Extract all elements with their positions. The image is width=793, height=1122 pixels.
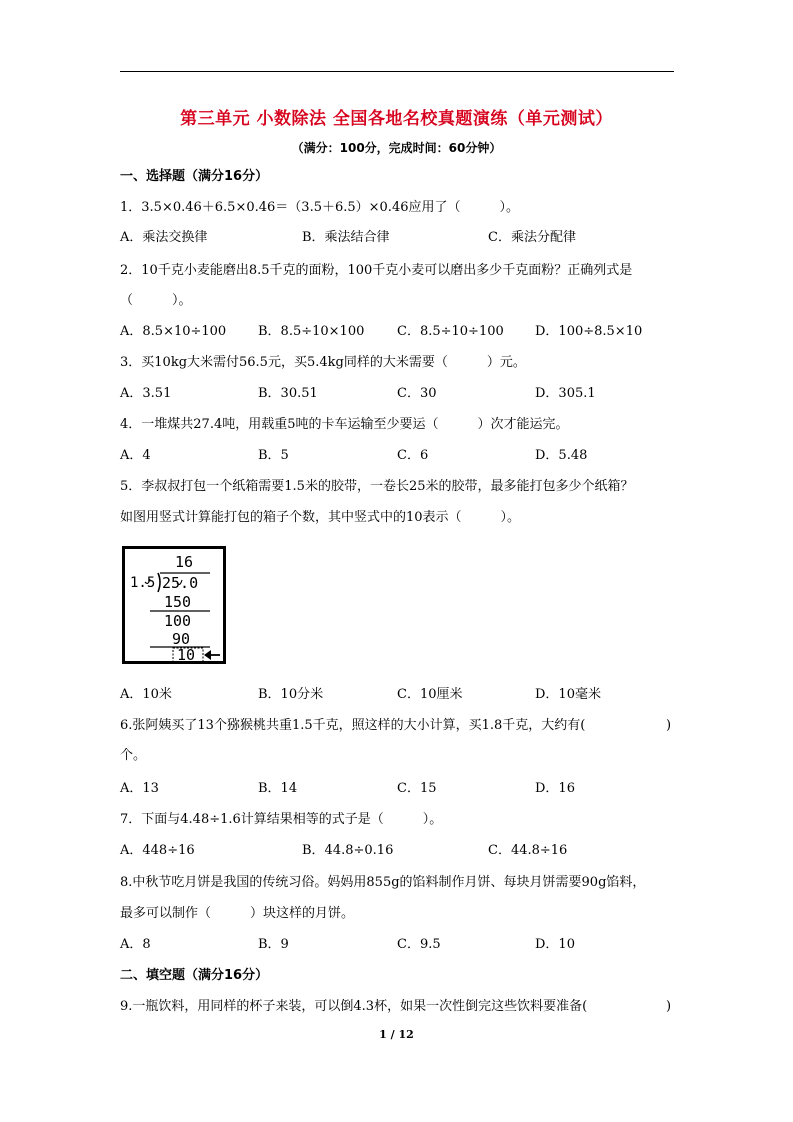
question-2-option-b: B．8.5÷10×100 <box>258 324 365 339</box>
question-4-option-c: C．6 <box>397 448 429 463</box>
question-3-option-b: B．30.51 <box>258 386 318 401</box>
question-3-option-c: C．30 <box>397 386 437 401</box>
question-6-option-d: D．16 <box>535 781 575 796</box>
page-subtitle: （满分：100分，完成时间：60分钟） <box>291 141 502 155</box>
question-6-stem-line2: 个。 <box>120 748 147 763</box>
quotient-text: 16 <box>175 553 194 571</box>
divisor-text: 1.5 <box>130 575 156 591</box>
question-8-stem-line1: 8.中秋节吃月饼是我国的传统习俗。妈妈用855g的馅料制作月饼、每块月饼需要90g馅料， <box>120 875 646 890</box>
question-6-option-b: B．14 <box>258 781 298 796</box>
question-6-blank-close: ) <box>666 718 672 733</box>
product-row-2: 90 <box>172 630 191 648</box>
question-2-stem-line1: 2．10千克小麦能磨出8.5千克的面粉，100千克小麦可以磨出多少千克面粉？正确列式是 <box>120 263 633 278</box>
question-2-option-d: D．100÷8.5×10 <box>535 324 643 339</box>
dividend-text: 25.0 <box>162 574 199 592</box>
question-8-option-b: B．9 <box>258 937 289 952</box>
long-division-figure <box>122 546 226 664</box>
question-3-option-a: A．3.51 <box>120 386 172 401</box>
question-4-option-b: B．5 <box>258 448 289 463</box>
question-1-option-c: C．乘法分配律 <box>488 230 576 245</box>
question-5-stem-line1: 5．李叔叔打包一个纸箱需要1.5米的胶带，一卷长25米的胶带，最多能打包多少个纸箱？ <box>120 479 634 494</box>
question-8-option-c: C．9.5 <box>397 937 441 952</box>
question-6-stem-line1: 6.张阿姨买了13个猕猴桃共重1.5千克，照这样的大小计算，买1.8千克，大约有( <box>120 718 586 733</box>
question-5-stem-line2: 如图用竖式计算能打包的箱子个数，其中竖式中的10表示（ ）。 <box>120 510 521 525</box>
question-1-option-b: B．乘法结合律 <box>302 230 390 245</box>
question-1-stem: 1．3.5×0.46＋6.5×0.46＝（3.5＋6.5）×0.46应用了（ ）。 <box>120 200 519 215</box>
question-3-option-d: D．305.1 <box>535 386 596 401</box>
question-8-stem-line2: 最多可以制作（ ）块这样的月饼。 <box>120 906 355 921</box>
header-rule <box>120 71 674 72</box>
question-9-blank-close: ) <box>666 999 672 1014</box>
section-heading-choice: 一、选择题（满分16分） <box>120 169 269 184</box>
question-6-option-c: C．15 <box>397 781 437 796</box>
question-2-option-c: C．8.5÷10÷100 <box>397 324 504 339</box>
question-2-option-a: A．8.5×10÷100 <box>120 324 227 339</box>
question-5-option-d: D．10毫米 <box>535 687 601 702</box>
question-8-option-d: D．10 <box>535 937 575 952</box>
page-number: 1 / 12 <box>379 1028 414 1041</box>
question-3-stem: 3．买10kg大米需付56.5元，买5.4kg同样的大米需要（ ）元。 <box>120 355 526 370</box>
question-5-option-b: B．10分米 <box>258 687 324 702</box>
question-5-option-c: C．10厘米 <box>397 687 463 702</box>
question-5-option-a: A．10米 <box>120 687 172 702</box>
question-7-option-b: B．44.8÷0.16 <box>302 843 394 858</box>
question-8-option-a: A．8 <box>120 937 151 952</box>
section-heading-fill-blank: 二、填空题（满分16分） <box>120 968 269 983</box>
product-row-1: 150 <box>164 593 192 611</box>
question-9-stem: 9.一瓶饮料，用同样的杯子来装，可以倒4.3杯，如果一次性倒完这些饮料要准备( <box>120 999 588 1014</box>
question-4-option-d: D．5.48 <box>535 448 588 463</box>
question-7-option-c: C．44.8÷16 <box>488 843 568 858</box>
question-4-stem: 4．一堆煤共27.4吨，用载重5吨的卡车运输至少要运（ ）次才能运完。 <box>120 417 569 432</box>
question-2-stem-line2: （ ）。 <box>120 293 192 308</box>
question-1-option-a: A．乘法交换律 <box>120 230 208 245</box>
question-6-option-a: A．13 <box>120 781 159 796</box>
question-4-option-a: A．4 <box>120 448 151 463</box>
remainder-row-1: 100 <box>164 612 192 630</box>
question-7-option-a: A．448÷16 <box>120 843 195 858</box>
page-title: 第三单元 小数除法 全国各地名校真题演练（单元测试） <box>180 109 613 129</box>
remainder-text: 10 <box>177 646 196 664</box>
question-7-stem: 7．下面与4.48÷1.6计算结果相等的式子是（ ）。 <box>120 812 443 827</box>
